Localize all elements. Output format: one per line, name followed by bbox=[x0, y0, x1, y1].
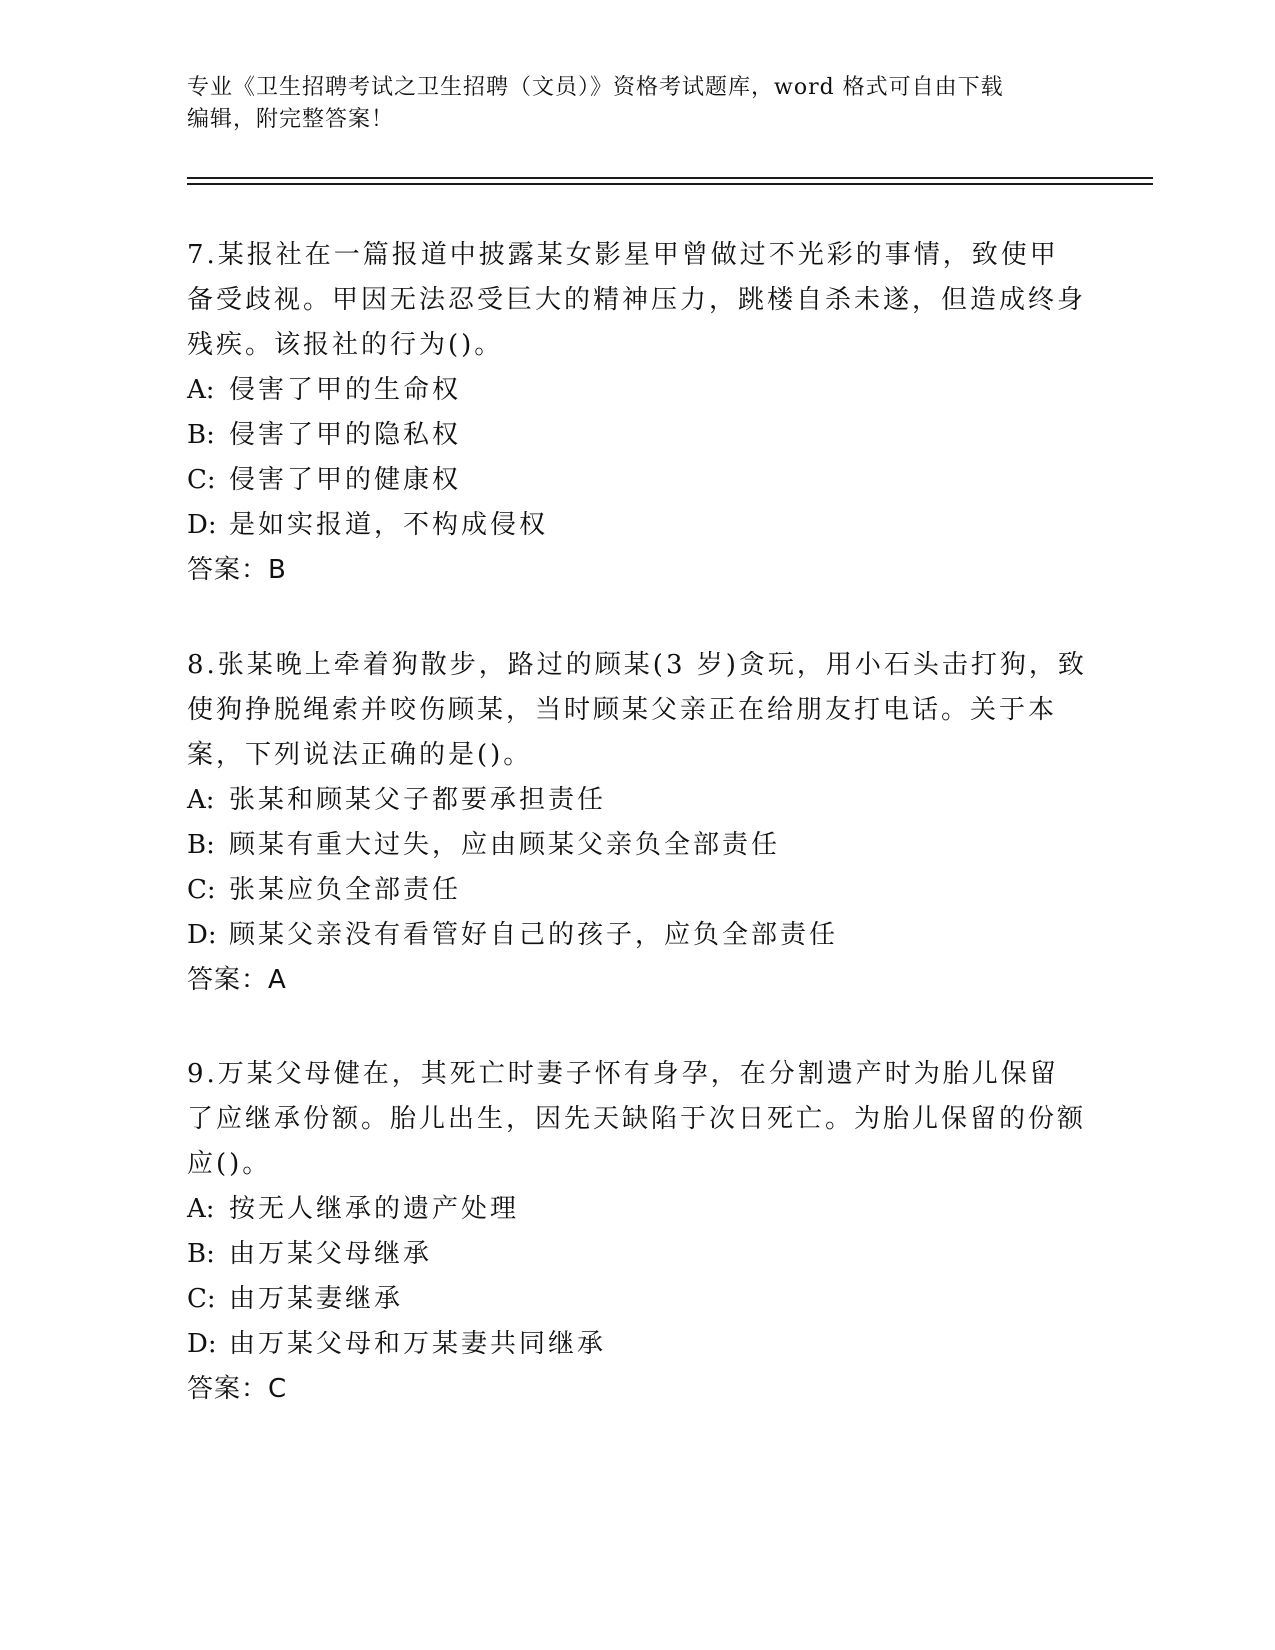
header-line-1: 专业《卫生招聘考试之卫生招聘（文员）》资格考试题库，word 格式可自由下载 bbox=[187, 75, 1004, 100]
option-text: 由万某妻继承 bbox=[229, 1284, 404, 1314]
option-text: 是如实报道，不构成侵权 bbox=[229, 510, 549, 540]
option-letter: B: bbox=[187, 1239, 215, 1269]
option-d bbox=[187, 913, 1087, 958]
option-c bbox=[187, 458, 1087, 503]
question-9 bbox=[187, 1052, 1087, 1412]
option-a bbox=[187, 778, 1087, 823]
question-text: 9.万某父母健在，其死亡时妻子怀有身孕，在分割遗产时为胎儿保留了应继承份额。胎儿出生，因先天缺陷于次日死亡。为胎儿保留的份额应()。 bbox=[187, 1059, 1087, 1179]
option-a bbox=[187, 1187, 1087, 1232]
option-letter: D: bbox=[187, 510, 217, 540]
option-letter: B: bbox=[187, 420, 215, 450]
option-letter: D: bbox=[187, 1329, 217, 1359]
option-letter: C: bbox=[187, 875, 216, 905]
option-text: 张某和顾某父子都要承担责任 bbox=[229, 785, 607, 815]
question-text: 7.某报社在一篇报道中披露某女影星甲曾做过不光彩的事情，致使甲备受歧视。甲因无法忍受巨大的精神压力，跳楼自杀未遂，但造成终身残疾。该报社的行为()。 bbox=[187, 240, 1087, 360]
option-text: 按无人继承的遗产处理 bbox=[229, 1194, 520, 1224]
document-header bbox=[187, 72, 1087, 136]
option-text: 由万某父母继承 bbox=[229, 1239, 433, 1269]
option-d bbox=[187, 1322, 1087, 1367]
answer-line: 答案：A bbox=[187, 965, 287, 995]
option-letter: A: bbox=[187, 375, 215, 405]
header-divider-top bbox=[187, 177, 1153, 179]
option-letter: A: bbox=[187, 1194, 215, 1224]
option-text: 张某应负全部责任 bbox=[229, 875, 462, 905]
option-b bbox=[187, 413, 1087, 458]
option-d bbox=[187, 503, 1087, 548]
option-text: 顾某父亲没有看管好自己的孩子，应负全部责任 bbox=[229, 920, 839, 950]
answer-line: 答案：C bbox=[187, 1374, 288, 1404]
option-c bbox=[187, 1277, 1087, 1322]
option-text: 侵害了甲的生命权 bbox=[229, 375, 462, 405]
option-text: 侵害了甲的隐私权 bbox=[229, 420, 462, 450]
option-text: 侵害了甲的健康权 bbox=[229, 465, 462, 495]
option-a bbox=[187, 368, 1087, 413]
option-letter: C: bbox=[187, 465, 216, 495]
question-text: 8.张某晚上牵着狗散步，路过的顾某(3 岁)贪玩，用小石头击打狗，致使狗挣脱绳索并咬伤顾某，当时顾某父亲正在给朋友打电话。关于本案，下列说法正确的是()。 bbox=[187, 650, 1087, 770]
question-7 bbox=[187, 233, 1087, 593]
answer-line: 答案：B bbox=[187, 555, 287, 585]
option-text: 顾某有重大过失，应由顾某父亲负全部责任 bbox=[229, 830, 781, 860]
option-b bbox=[187, 823, 1087, 868]
header-divider-bottom bbox=[187, 183, 1153, 185]
option-text: 由万某父母和万某妻共同继承 bbox=[229, 1329, 607, 1359]
option-letter: A: bbox=[187, 785, 215, 815]
question-8 bbox=[187, 643, 1087, 1003]
option-letter: B: bbox=[187, 830, 215, 860]
header-line-2: 编辑，附完整答案！ bbox=[187, 107, 395, 132]
option-letter: D: bbox=[187, 920, 217, 950]
option-c bbox=[187, 868, 1087, 913]
option-letter: C: bbox=[187, 1284, 216, 1314]
option-b bbox=[187, 1232, 1087, 1277]
